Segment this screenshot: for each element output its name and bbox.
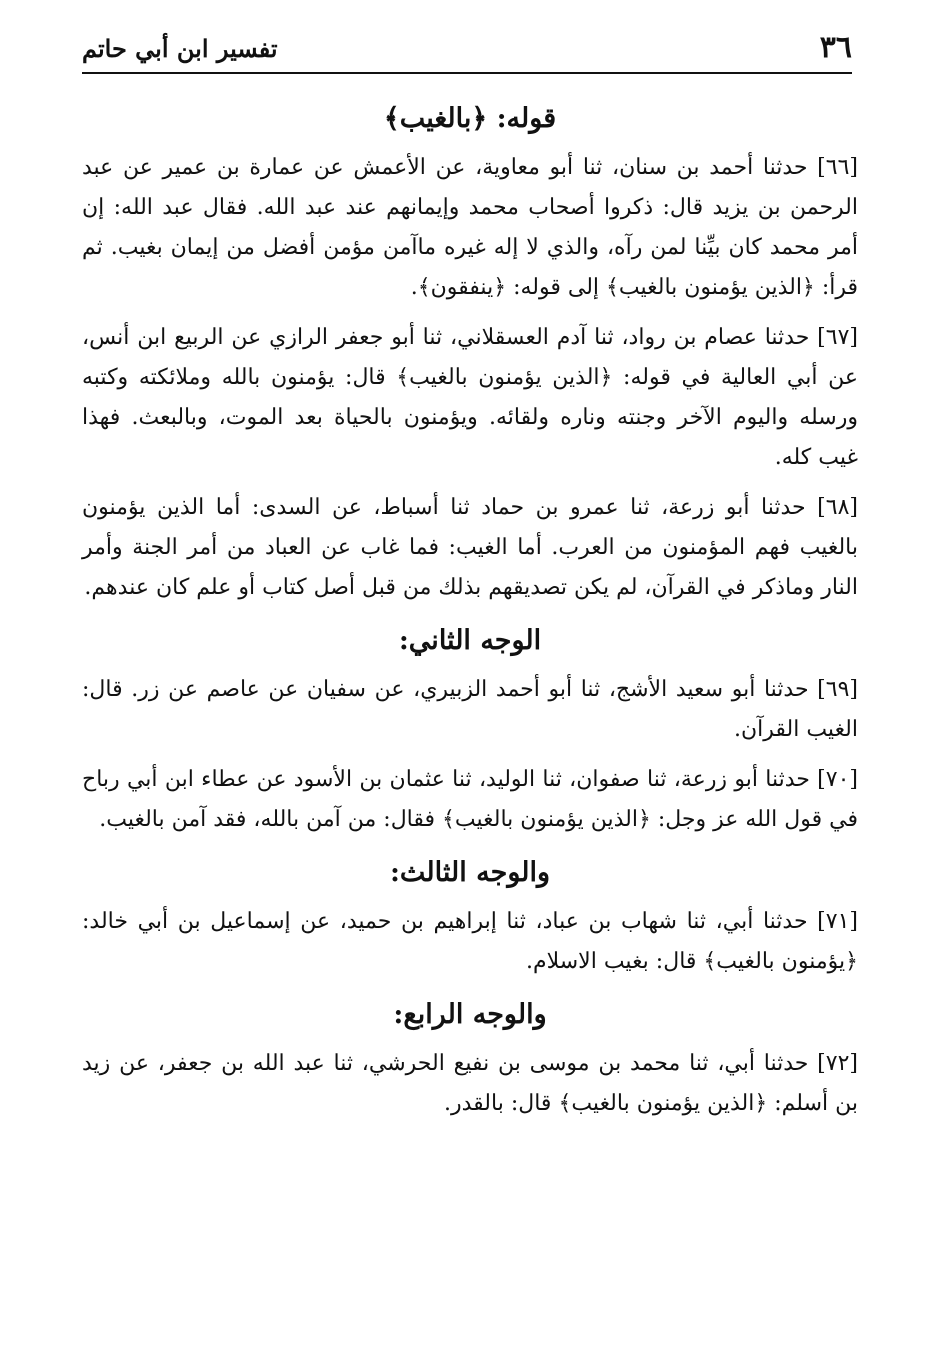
page-body <box>82 88 858 1134</box>
page-header <box>82 28 852 74</box>
section-heading: والوجه الرابع: <box>393 999 547 1030</box>
section-heading: الوجه الثاني: <box>398 625 542 656</box>
narration-entry: [٦٨] حدثنا أبو زرعة، ثنا عمرو بن حماد ثنا أسباط، عن السدى: أما الذين يؤمنون بالغيب فهم المؤمنون من العرب. أما الغيب: فما غاب عن العباد من أمر الجنة وأمر النار وماذكر في القرآن، لم يكن تصديقهم بذلك من قبل أصل كتاب أو علم كان عندهم. <box>82 495 858 600</box>
narration-entry: [٧٠] حدثنا أبو زرعة، ثنا صفوان، ثنا الوليد، ثنا عثمان بن الأسود عن عطاء ابن أبي رباح في قول الله عز وجل: ﴿الذين يؤمنون بالغيب﴾ فقال: من آمن بالله، فقد آمن بالغيب. <box>82 767 858 832</box>
narration-entry: [٧١] حدثنا أبي، ثنا شهاب بن عباد، ثنا إبراهيم بن حميد، عن إسماعيل بن أبي خالد: ﴿يؤمنون بالغيب﴾ قال: بغيب الاسلام. <box>82 909 858 974</box>
page-number: ٣٦ <box>819 30 852 65</box>
narration-entry: [٦٩] حدثنا أبو سعيد الأشج، ثنا أبو أحمد الزبيري، عن سفيان عن عاصم عن زر. قال: الغيب القرآن. <box>82 677 858 742</box>
narration-entry: [٦٦] حدثنا أحمد بن سنان، ثنا أبو معاوية، عن الأعمش عن عمارة بن عمير عن عبد الرحمن بن يزيد قال: ذكروا أصحاب محمد وإيمانهم عند عبد الله. فقال عبد الله: إن أمر محمد كان بيِّنا لمن رآه، والذي لا إله غيره ماآمن مؤمن أفضل من إيمان بغيب. ثم قرأ: ﴿الذين يؤمنون بالغيب﴾ إلى قوله: ﴿ينفقون﴾. <box>82 155 858 300</box>
section-heading: قوله: ﴿بالغيب﴾ <box>383 103 557 134</box>
narration-entry: [٦٧] حدثنا عصام بن رواد، ثنا آدم العسقلاني، ثنا أبو جعفر الرازي عن الربيع ابن أنس، عن أبي العالية في قوله: ﴿الذين يؤمنون بالغيب﴾ قال: يؤمنون بالله وملائكته وكتبه ورسله واليوم الآخر وجنته وناره ولقائه. ويؤمنون بالحياة بعد الموت، وبالبعث. فهذا غيب كله. <box>82 325 858 470</box>
section-heading: والوجه الثالث: <box>389 857 551 888</box>
narration-entry: [٧٢] حدثنا أبي، ثنا محمد بن موسى بن نفيع الحرشي، ثنا عبد الله بن جعفر، عن زيد بن أسلم: ﴿الذين يؤمنون بالغيب﴾ قال: بالقدر. <box>82 1051 858 1116</box>
book-title: تفسير ابن أبي حاتم <box>82 34 278 63</box>
